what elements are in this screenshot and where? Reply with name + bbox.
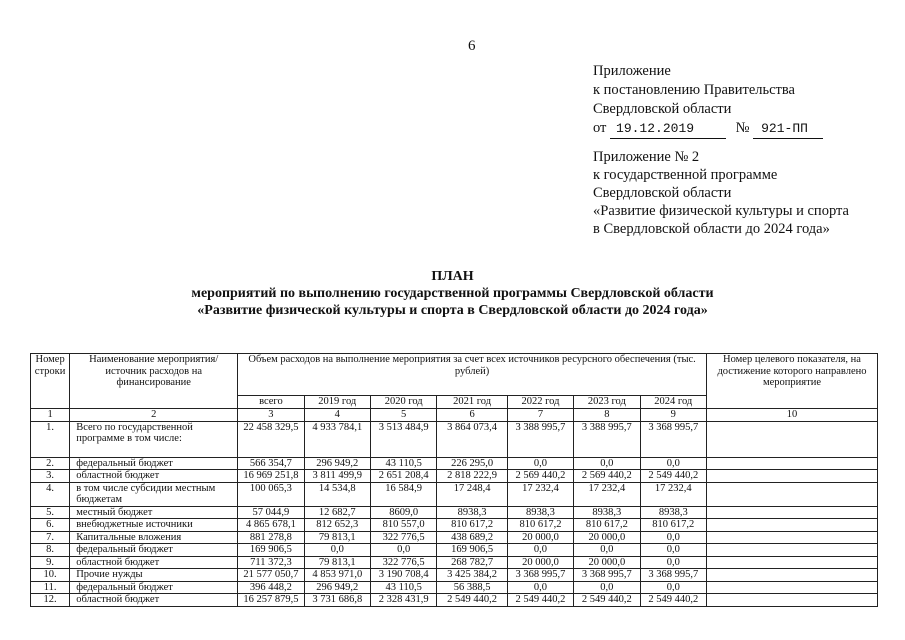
amount-cell: 438 689,2 (437, 531, 507, 544)
column-number-cell: 4 (304, 409, 370, 422)
header-total: всего (238, 396, 304, 409)
amount-cell: 169 906,5 (437, 544, 507, 557)
header-year-2021: 2021 год (437, 396, 507, 409)
row-number-cell: 6. (31, 519, 70, 532)
amount-cell: 22 458 329,5 (238, 421, 304, 457)
appendix2-line: Свердловской области (593, 185, 732, 201)
amount-cell: 296 949,2 (304, 457, 370, 470)
indicator-cell (706, 581, 877, 594)
indicator-cell (706, 531, 877, 544)
amount-cell: 0,0 (640, 556, 706, 569)
header-year-2024: 2024 год (640, 396, 706, 409)
amount-cell: 810 617,2 (437, 519, 507, 532)
row-name-cell: федеральный бюджет (70, 544, 238, 557)
column-number-row (31, 409, 878, 422)
header-year-2019: 2019 год (304, 396, 370, 409)
column-number-cell: 6 (437, 409, 507, 422)
page-number: 6 (468, 38, 476, 54)
amount-cell: 3 368 995,7 (640, 569, 706, 582)
amount-cell: 43 110,5 (370, 457, 436, 470)
amount-cell: 812 652,3 (304, 519, 370, 532)
amount-cell: 296 949,2 (304, 581, 370, 594)
amount-cell: 3 368 995,7 (574, 569, 640, 582)
amount-cell: 711 372,3 (238, 556, 304, 569)
amount-cell: 17 248,4 (437, 482, 507, 506)
row-number-cell: 5. (31, 506, 70, 519)
row-number-cell: 7. (31, 531, 70, 544)
row-name-cell: областной бюджет (70, 556, 238, 569)
amount-cell: 2 549 440,2 (574, 594, 640, 607)
row-name-cell: федеральный бюджет (70, 457, 238, 470)
amount-cell: 3 425 384,2 (437, 569, 507, 582)
indicator-cell (706, 544, 877, 557)
amount-cell: 169 906,5 (238, 544, 304, 557)
number-prefix: № (735, 120, 750, 136)
row-number-cell: 2. (31, 457, 70, 470)
amount-cell: 2 328 431,9 (370, 594, 436, 607)
row-name-cell: местный бюджет (70, 506, 238, 519)
indicator-cell (706, 556, 877, 569)
plan-table (30, 353, 878, 607)
amount-cell: 322 776,5 (370, 531, 436, 544)
amount-cell: 566 354,7 (238, 457, 304, 470)
amount-cell: 322 776,5 (370, 556, 436, 569)
amount-cell: 268 782,7 (437, 556, 507, 569)
appendix2-line: к государственной программе (593, 167, 778, 183)
date-prefix: от (593, 120, 607, 136)
indicator-cell (706, 519, 877, 532)
amount-cell: 810 617,2 (640, 519, 706, 532)
amount-cell: 8938,3 (574, 506, 640, 519)
amount-cell: 0,0 (507, 457, 573, 470)
amount-cell: 2 818 222,9 (437, 470, 507, 483)
amount-cell: 0,0 (574, 457, 640, 470)
column-number-cell: 10 (706, 409, 877, 422)
header-year-2022: 2022 год (507, 396, 573, 409)
amount-cell: 2 569 440,2 (574, 470, 640, 483)
amount-cell: 226 295,0 (437, 457, 507, 470)
indicator-cell (706, 457, 877, 470)
amount-cell: 2 549 440,2 (507, 594, 573, 607)
indicator-cell (706, 482, 877, 506)
title-line: «Развитие физической культуры и спорта в Свердловской области до 2024 года» (197, 303, 708, 318)
column-number-cell: 9 (640, 409, 706, 422)
amount-cell: 2 569 440,2 (507, 470, 573, 483)
amount-cell: 0,0 (574, 544, 640, 557)
amount-cell: 4 865 678,1 (238, 519, 304, 532)
table-row (31, 470, 878, 483)
appendix2-line: в Свердловской области до 2024 года» (593, 221, 830, 237)
amount-cell: 3 388 995,7 (507, 421, 573, 457)
title-line: ПЛАН (431, 269, 474, 284)
table-row (31, 519, 878, 532)
amount-cell: 0,0 (640, 581, 706, 594)
amount-cell: 0,0 (507, 544, 573, 557)
row-name-cell: внебюджетные источники (70, 519, 238, 532)
amount-cell: 16 257 879,5 (238, 594, 304, 607)
table-row (31, 556, 878, 569)
table-row (31, 544, 878, 557)
amount-cell: 12 682,7 (304, 506, 370, 519)
row-name-cell: Прочие нужды (70, 569, 238, 582)
amount-cell: 0,0 (640, 531, 706, 544)
date-value: 19.12.2019 (610, 119, 726, 139)
header-year-2023: 2023 год (574, 396, 640, 409)
column-number-cell: 5 (370, 409, 436, 422)
amount-cell: 8938,3 (437, 506, 507, 519)
appendix-line: к постановлению Правительства (593, 82, 795, 98)
row-number-cell: 4. (31, 482, 70, 506)
row-number-cell: 8. (31, 544, 70, 557)
amount-cell: 56 388,5 (437, 581, 507, 594)
amount-cell: 20 000,0 (507, 556, 573, 569)
row-name-cell: областной бюджет (70, 594, 238, 607)
column-number-cell: 3 (238, 409, 304, 422)
amount-cell: 3 811 499,9 (304, 470, 370, 483)
amount-cell: 4 853 971,0 (304, 569, 370, 582)
table-row (31, 482, 878, 506)
amount-cell: 2 651 208,4 (370, 470, 436, 483)
amount-cell: 100 065,3 (238, 482, 304, 506)
document-title (0, 268, 905, 319)
row-number-cell: 1. (31, 421, 70, 457)
appendix2-line: Приложение № 2 (593, 149, 700, 165)
amount-cell: 3 368 995,7 (640, 421, 706, 457)
amount-cell: 17 232,4 (640, 482, 706, 506)
amount-cell: 2 549 440,2 (640, 594, 706, 607)
table-row (31, 569, 878, 582)
appendix-line: Свердловской области (593, 101, 732, 117)
column-number-cell: 7 (507, 409, 573, 422)
amount-cell: 8938,3 (507, 506, 573, 519)
amount-cell: 0,0 (370, 544, 436, 557)
header-year-2020: 2020 год (370, 396, 436, 409)
amount-cell: 14 534,8 (304, 482, 370, 506)
row-name-cell: федеральный бюджет (70, 581, 238, 594)
amount-cell: 16 584,9 (370, 482, 436, 506)
number-value: 921-ПП (753, 119, 823, 139)
table-row (31, 581, 878, 594)
appendix-date-line (593, 119, 823, 139)
title-line: мероприятий по выполнению государственной программы Свердловской области (191, 286, 714, 301)
amount-cell: 4 933 784,1 (304, 421, 370, 457)
appendix2-line: «Развитие физической культуры и спорта (593, 203, 849, 219)
table-row (31, 531, 878, 544)
row-number-cell: 9. (31, 556, 70, 569)
amount-cell: 79 813,1 (304, 556, 370, 569)
row-number-cell: 3. (31, 470, 70, 483)
indicator-cell (706, 569, 877, 582)
amount-cell: 3 864 073,4 (437, 421, 507, 457)
indicator-cell (706, 421, 877, 457)
amount-cell: 57 044,9 (238, 506, 304, 519)
amount-cell: 3 731 686,8 (304, 594, 370, 607)
amount-cell: 43 110,5 (370, 581, 436, 594)
appendix-block (593, 62, 823, 139)
header-volume: Объем расходов на выполнение мероприятия за счет всех источников ресурсного обеспечения (тыс. рублей) (238, 354, 707, 396)
amount-cell: 0,0 (507, 581, 573, 594)
amount-cell: 3 513 484,9 (370, 421, 436, 457)
amount-cell: 79 813,1 (304, 531, 370, 544)
column-number-cell: 2 (70, 409, 238, 422)
amount-cell: 3 368 995,7 (507, 569, 573, 582)
table-row (31, 457, 878, 470)
amount-cell: 17 232,4 (507, 482, 573, 506)
appendix2-block (593, 148, 849, 238)
amount-cell: 3 190 708,4 (370, 569, 436, 582)
amount-cell: 881 278,8 (238, 531, 304, 544)
header-name: Наименование мероприятия/ источник расходов на финансирование (70, 354, 238, 409)
amount-cell: 2 549 440,2 (640, 470, 706, 483)
amount-cell: 20 000,0 (507, 531, 573, 544)
amount-cell: 0,0 (640, 544, 706, 557)
row-name-cell: в том числе субсидии местным бюджетам (70, 482, 238, 506)
column-number-cell: 1 (31, 409, 70, 422)
amount-cell: 8938,3 (640, 506, 706, 519)
amount-cell: 810 617,2 (574, 519, 640, 532)
indicator-cell (706, 470, 877, 483)
row-name-cell: Всего по государственной программе в том числе: (70, 421, 238, 457)
amount-cell: 3 388 995,7 (574, 421, 640, 457)
column-number-cell: 8 (574, 409, 640, 422)
indicator-cell (706, 594, 877, 607)
indicator-cell (706, 506, 877, 519)
amount-cell: 2 549 440,2 (437, 594, 507, 607)
header-indicator: Номер целевого показателя, на достижение которого направлено мероприятие (706, 354, 877, 409)
table-row (31, 594, 878, 607)
amount-cell: 20 000,0 (574, 531, 640, 544)
amount-cell: 21 577 050,7 (238, 569, 304, 582)
row-number-cell: 10. (31, 569, 70, 582)
amount-cell: 17 232,4 (574, 482, 640, 506)
amount-cell: 0,0 (304, 544, 370, 557)
amount-cell: 8609,0 (370, 506, 436, 519)
table-row (31, 506, 878, 519)
amount-cell: 0,0 (640, 457, 706, 470)
amount-cell: 20 000,0 (574, 556, 640, 569)
table-row (31, 421, 878, 457)
row-number-cell: 12. (31, 594, 70, 607)
amount-cell: 0,0 (574, 581, 640, 594)
amount-cell: 810 557,0 (370, 519, 436, 532)
amount-cell: 396 448,2 (238, 581, 304, 594)
appendix-line: Приложение (593, 63, 671, 79)
header-row-number: Номер строки (31, 354, 70, 409)
amount-cell: 810 617,2 (507, 519, 573, 532)
amount-cell: 16 969 251,8 (238, 470, 304, 483)
row-name-cell: Капитальные вложения (70, 531, 238, 544)
row-number-cell: 11. (31, 581, 70, 594)
row-name-cell: областной бюджет (70, 470, 238, 483)
